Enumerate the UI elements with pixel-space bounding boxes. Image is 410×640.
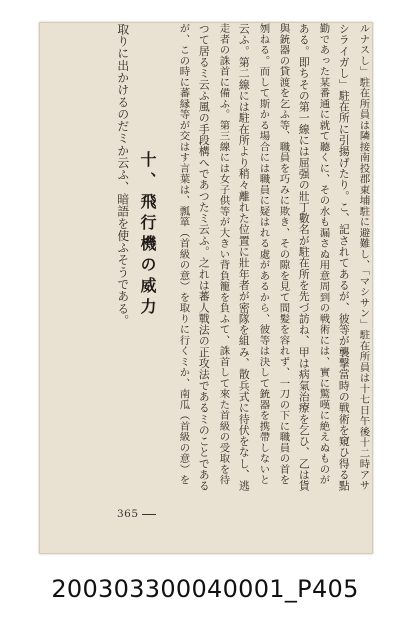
document-page xyxy=(39,22,373,554)
text-column: 與銃器の貸渡を乞ふ等、職員を巧みに欺き、その隙を見て間髪を容れず、一刀の下に職員の首を xyxy=(277,23,290,486)
text-column: が、この時に蕃縁等が交はす言葉は、瓢箪（首級の意）を取りに行くミか、南瓜（首級の意）を xyxy=(177,23,190,486)
page-number xyxy=(117,508,156,520)
text-column: 取りに出かけるのだミか云ふ、暗語を使ふそうである。 xyxy=(115,23,130,327)
page-number-text: 365 xyxy=(117,508,139,520)
folio-dash xyxy=(142,514,156,515)
text-column: 云ふ。第二線には駐在所より稍々離れた位置に壯年者が密隊を組み、散兵式に待伏をなし、逃 xyxy=(237,23,251,492)
text-column: つて居るミ云ふ風の手段構へであつたミ云ふ。之れは蕃人戰法の正攻法であるミのことである xyxy=(197,23,211,492)
text-column: ある。即ちその第一線には屈强の壯丁數名が駐在所を先づ訪ね、甲は病氣治療を乞ひ、乙は貨 xyxy=(297,23,311,492)
text-column: シライガし」駐在所に引揚げたり。こ、記されてあるが、彼等が襲撃當時の戦術を窺ひ得る點 xyxy=(337,23,351,492)
text-column: ルナスし」駐在所員は隣接南投郡東埔駐に避難し、「マシサン」駐在所員は十七日午後十二時アサ xyxy=(357,23,370,491)
archive-caption: 200303300040001_P405 xyxy=(51,575,359,603)
text-column: 刎ねる。而して斯かる場合には職員に疑はれる處があるから、彼等は決して銃器を携帶しないと xyxy=(257,23,270,486)
text-column: 勤であった某番通に就て聽くに、その水も漏さぬ用意周到の戦術には、實に驚嘆に絶えぬものが xyxy=(317,23,330,486)
text-column: 走者の誅首に備ふ。第三線には女子供等が大きい背負籠を負ふて、誅首して來た首級の受取を待 xyxy=(217,23,230,486)
body-text xyxy=(68,23,376,503)
section-heading: 十、飛行機の威力 xyxy=(138,151,157,319)
